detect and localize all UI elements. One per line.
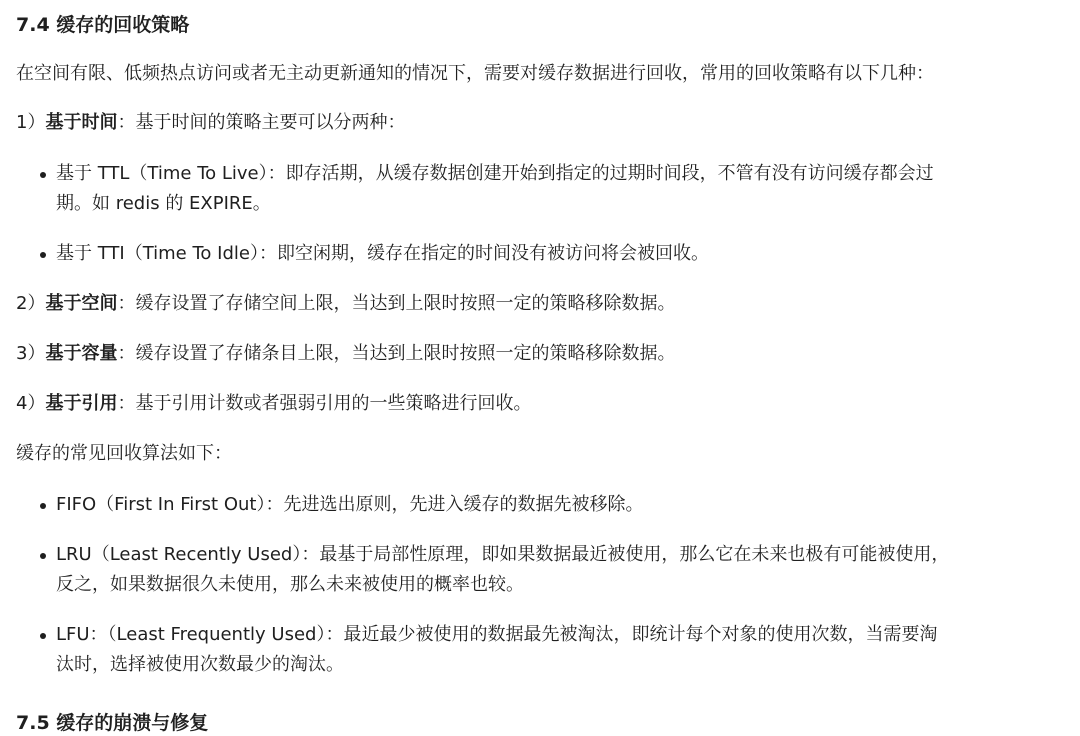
strategy-number: 4） xyxy=(16,393,46,414)
strategy-number: 2） xyxy=(16,293,46,314)
strategy-number: 3） xyxy=(16,343,46,364)
list-item-ttl xyxy=(38,159,1048,219)
strategy-item-capacity xyxy=(16,339,675,369)
list-item-text: 基于 TTI（Time To Idle）：即空闲期，缓存在指定的时间没有被访问将会被回收。 xyxy=(56,243,709,264)
section-heading-7-5: 7.5 缓存的崩溃与修复 xyxy=(16,712,209,734)
list-item-text: 基于 TTL（Time To Live）：即存活期，从缓存数据创建开始到指定的过期时间段，不管有没有访问缓存都会过 期。如 redis 的 EXPIRE。 xyxy=(56,163,934,214)
strategy-name: 基于时间 xyxy=(45,112,118,133)
list-item-lfu xyxy=(38,620,1048,680)
strategy-name: 基于空间 xyxy=(45,293,118,314)
strategy-desc: ：基于引用计数或者强弱引用的一些策略进行回收。 xyxy=(117,393,532,414)
algo-intro-paragraph: 缓存的常见回收算法如下： xyxy=(16,443,232,464)
strategy-name: 基于引用 xyxy=(45,393,118,414)
strategy-desc: ：缓存设置了存储空间上限，当达到上限时按照一定的策略移除数据。 xyxy=(117,293,676,314)
strategy-name: 基于容量 xyxy=(45,343,118,364)
list-item-text: FIFO（First In First Out）：先进选出原则，先进入缓存的数据先被移除。 xyxy=(56,494,644,515)
list-item-text: LFU：（Least Frequently Used）：最近最少被使用的数据最先被淘汰，即统计每个对象的使用次数，当需要淘 汰时，选择被使用次数最少的淘汰。 xyxy=(56,624,938,675)
strategy-desc: ：基于时间的策略主要可以分两种： xyxy=(117,112,406,133)
list-item-text: LRU（Least Recently Used）：最基于局部性原理，即如果数据最近被使用，那么它在未来也极有可能被使用， 反之，如果数据很久未使用，那么未来被使用的概率也较。 xyxy=(56,544,950,595)
intro-paragraph: 在空间有限、低频热点访问或者无主动更新通知的情况下，需要对缓存数据进行回收，常用的回收策略有以下几种： xyxy=(16,63,934,84)
strategy-item-space xyxy=(16,289,675,319)
strategy-desc: ：缓存设置了存储条目上限，当达到上限时按照一定的策略移除数据。 xyxy=(117,343,676,364)
strategy-item-time xyxy=(16,108,405,138)
strategy-number: 1） xyxy=(16,112,46,133)
strategy-item-reference xyxy=(16,389,531,419)
list-item-lru xyxy=(38,540,1048,600)
list-item-fifo xyxy=(38,490,1048,520)
list-item-tti xyxy=(38,239,1048,269)
section-heading-7-4: 7.4 缓存的回收策略 xyxy=(16,14,190,36)
